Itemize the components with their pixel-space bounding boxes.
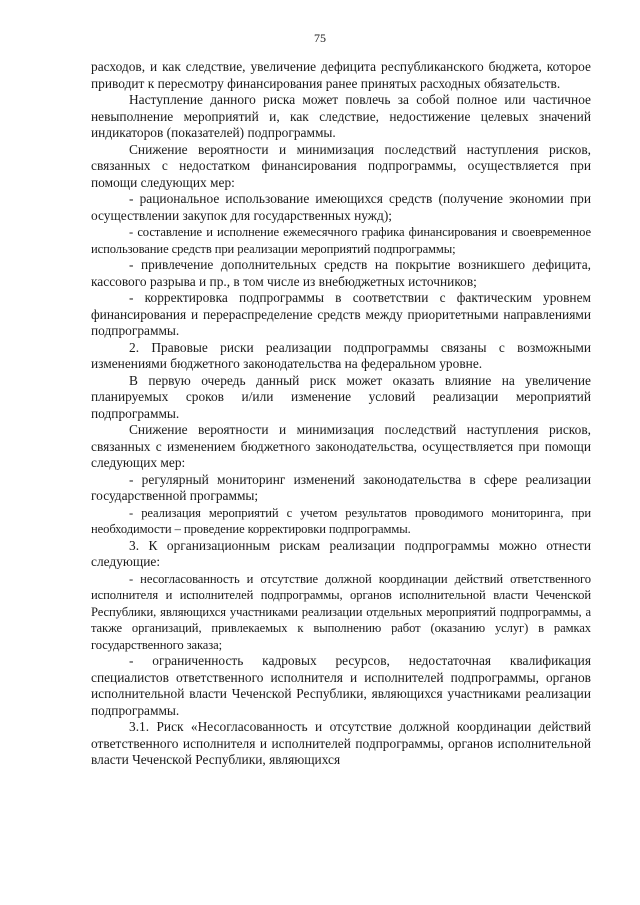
list-item-rational-use: - рациональное использование имеющихся средств (получение экономии при осуществлении закупок для государственных нужд); (91, 191, 591, 223)
paragraph-risk-3-1: 3.1. Риск «Несогласованность и отсутствие должной координации действий ответственного исполнителя и исполнителей подпрограммы, органов исполнительной власти Чеченской Республики, являющихся (91, 719, 591, 767)
page-number: 75 (314, 31, 326, 45)
list-item-program-adjustment: - корректировка подпрограммы в соответствии с фактическим уровнем финансирования и перераспределение средств между приоритетными направлениями подпрограммы. (91, 290, 591, 338)
paragraph-legal-risks: 2. Правовые риски реализации подпрограммы связаны с возможными изменениями бюджетного законодательства на федеральном уровне. (91, 339, 591, 371)
list-item-monthly-schedule: - составление и исполнение ежемесячного графика финансирования и своевременное использование средств при реализации мероприятий подпрограммы; (91, 225, 591, 256)
document-body (91, 59, 591, 769)
paragraph-financing-measures-intro: Снижение вероятности и минимизация последствий наступления рисков, связанных с недостатком финансирования подпрограммы, осуществляется при помощи следующих мер: (91, 141, 591, 190)
list-item-coordination: - несогласованность и отсутствие должной координации действий ответственного исполнителя и исполнителей подпрограммы, органов исполнительной власти Чеченской Республики, являющихся участниками реализации отдельных мероприятий подпрограммы, а также организаций, привлекаемых к выполнению работ (оказанию услуг) в рамках государственного заказа; (91, 571, 591, 652)
paragraph-legal-risk-impact: В первую очередь данный риск может оказать влияние на увеличение планируемых сроков и/или изменение условий реализации мероприятий подпрограммы. (91, 372, 591, 421)
list-item-additional-funds: - привлечение дополнительных средств на покрытие возникшего дефицита, кассового разрыва и пр., в том числе из внебюджетных источников; (91, 257, 591, 289)
list-item-monitoring: - регулярный мониторинг изменений законодательства в сфере реализации государственной программы; (91, 471, 591, 503)
paragraph-legal-measures-intro: Снижение вероятности и минимизация последствий наступления рисков, связанных с изменением бюджетного законодательства, осуществляется при помощи следующих мер: (91, 422, 591, 470)
list-item-staff-resources: - ограниченность кадровых ресурсов, недостаточная квалификация специалистов ответственного исполнителя и исполнителей подпрограммы, органов исполнительной власти Чеченской Республики, являющихся участниками реализации подпрограммы. (91, 653, 591, 718)
paragraph-risk-consequence: Наступление данного риска может повлечь за собой полное или частичное невыполнение мероприятий и, как следствие, недостижение целевых значений индикаторов (показателей) подпрограммы. (91, 92, 591, 140)
list-item-implementation: - реализация мероприятий с учетом результатов проводимого мониторинга, при необходимости – проведение корректировки подпрограммы. (91, 505, 591, 536)
paragraph-organizational-risks: 3. К организационным рискам реализации подпрограммы можно отнести следующие: (91, 537, 591, 569)
paragraph-budget-deficit: расходов, и как следствие, увеличение дефицита республиканского бюджета, которое приводит к пересмотру финансирования ранее принятых расходных обязательств. (91, 59, 591, 91)
